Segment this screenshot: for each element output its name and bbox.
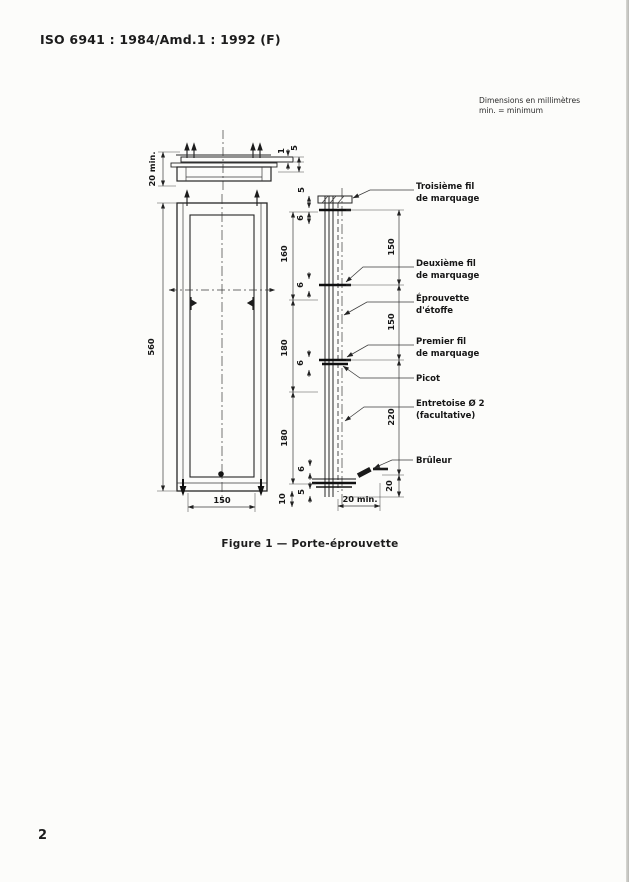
standard-reference-header: ISO 6941 : 1984/Amd.1 : 1992 (F) bbox=[40, 32, 281, 47]
side-bar-lines bbox=[325, 196, 333, 497]
dim-text-560: 560 bbox=[146, 338, 156, 356]
dim-text-20min-topview: 20 min. bbox=[147, 151, 157, 187]
burner-symbol bbox=[357, 467, 388, 478]
dim-text-6a: 6 bbox=[295, 215, 305, 221]
label-bruleur: Brûleur bbox=[416, 456, 452, 466]
page-number: 2 bbox=[38, 828, 48, 843]
dim-text-180b: 180 bbox=[279, 429, 289, 447]
label-deuxieme-fil-line2: de marquage bbox=[416, 271, 480, 281]
top-clamp bbox=[318, 196, 352, 203]
front-view bbox=[146, 191, 275, 512]
dim-text-1: 1 bbox=[276, 148, 286, 154]
label-troisieme-fil-line1: Troisième fil bbox=[416, 182, 475, 192]
top-view-channel-body bbox=[177, 167, 271, 181]
label-entretoise-line1: Entretoise Ø 2 bbox=[416, 399, 485, 409]
label-premier-fil-line2: de marquage bbox=[416, 349, 480, 359]
side-right-dim-chain bbox=[346, 210, 404, 497]
figure-caption: Figure 1 — Porte-éprouvette bbox=[221, 538, 399, 550]
label-deuxieme-fil-line1: Deuxième fil bbox=[416, 259, 476, 269]
top-view-channel-inner-lines bbox=[186, 167, 262, 181]
dim-text-20-vertical: 20 bbox=[384, 480, 394, 492]
bottom-clamp bbox=[312, 479, 356, 487]
dim-text-220: 220 bbox=[386, 408, 396, 426]
callout-leaders bbox=[343, 190, 414, 468]
top-view bbox=[147, 130, 304, 193]
dim-frame-height bbox=[146, 203, 177, 491]
dimension-note-line2: min. = minimum bbox=[479, 105, 543, 115]
top-view-flange bbox=[171, 163, 277, 167]
dim-text-6b: 6 bbox=[295, 282, 305, 288]
label-troisieme-fil-line2: de marquage bbox=[416, 194, 480, 204]
dim-frame-width bbox=[188, 493, 255, 512]
dim-text-160: 160 bbox=[279, 245, 289, 263]
label-entretoise-line2: (facultative) bbox=[416, 411, 476, 421]
burner-position-dot bbox=[218, 471, 224, 477]
dim-text-150b: 150 bbox=[386, 313, 396, 331]
top-view-pins bbox=[185, 144, 262, 158]
dim-text-150a: 150 bbox=[386, 238, 396, 256]
label-eprouvette-line1: Éprouvette bbox=[416, 294, 470, 304]
top-view-specimen-plate bbox=[181, 157, 293, 162]
marking-wire-first bbox=[319, 360, 351, 364]
dim-text-5-bottom: 5 bbox=[296, 489, 306, 495]
callout-labels bbox=[416, 181, 485, 466]
dim-text-5-topview: 5 bbox=[289, 145, 299, 151]
dim-text-6d: 6 bbox=[296, 466, 306, 472]
dim-text-10: 10 bbox=[277, 493, 287, 505]
label-eprouvette-line2: d'étoffe bbox=[416, 306, 454, 316]
dim-top-view-height bbox=[147, 152, 180, 187]
side-left-dim-chain bbox=[277, 187, 318, 507]
dim-text-150-width: 150 bbox=[213, 495, 231, 505]
dim-text-6c: 6 bbox=[295, 360, 305, 366]
label-premier-fil-line1: Premier fil bbox=[416, 337, 467, 347]
side-view bbox=[277, 187, 404, 511]
dim-text-180a: 180 bbox=[279, 339, 289, 357]
dim-text-5-side-top: 5 bbox=[296, 187, 306, 193]
label-picot: Picot bbox=[416, 374, 441, 384]
dimension-note-line1: Dimensions en millimètres bbox=[479, 96, 581, 105]
dim-text-20min-bottom: 20 min. bbox=[342, 494, 378, 504]
